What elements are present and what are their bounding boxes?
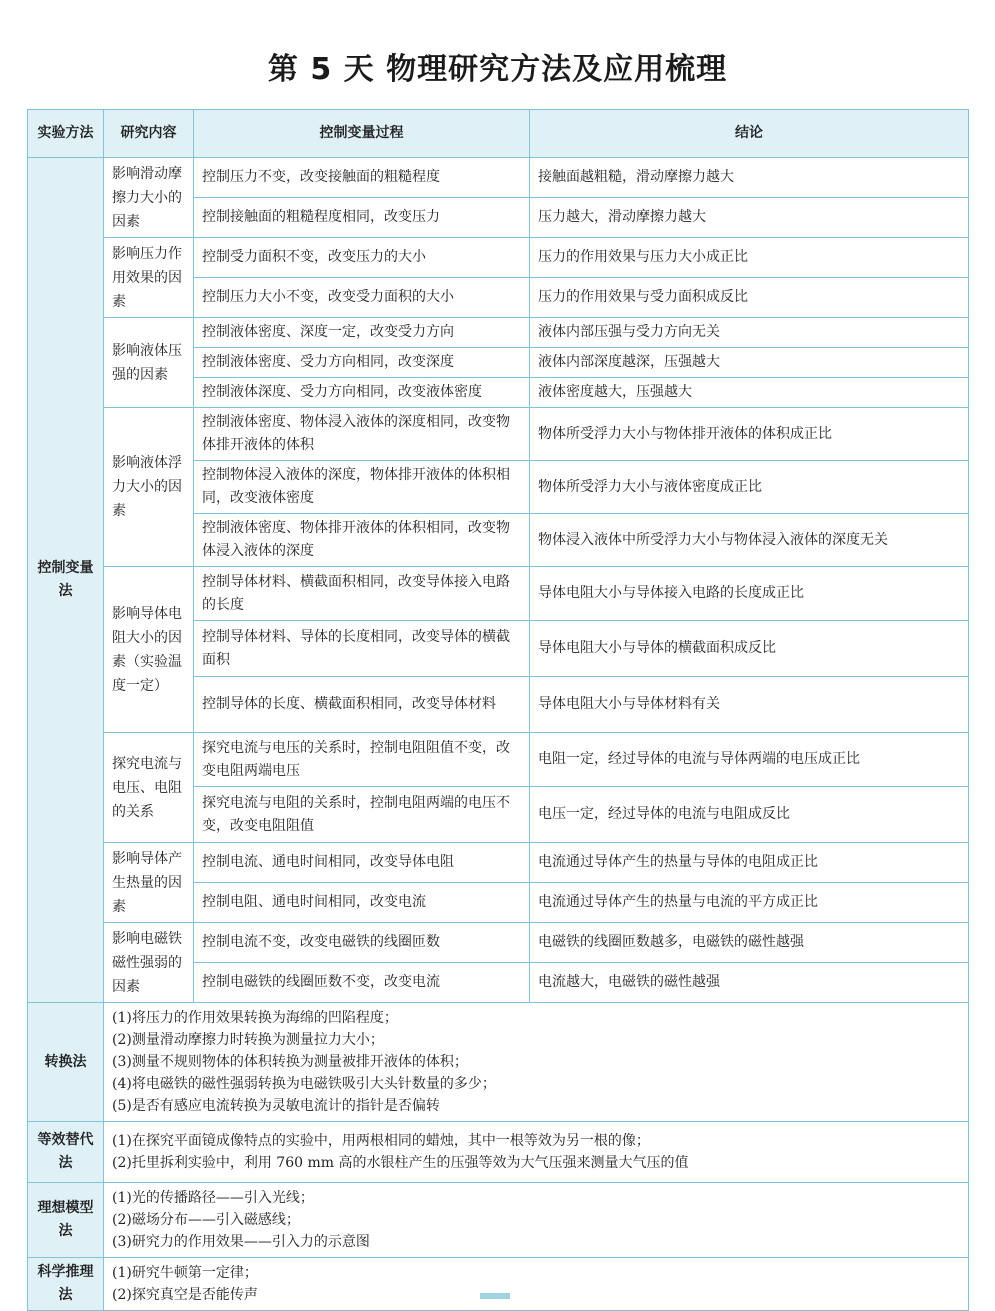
process-cell: 探究电流与电阻的关系时，控制电阻两端的电压不变，改变电阻阻值 bbox=[194, 787, 530, 843]
process-cell: 控制液体密度、物体浸入液体的深度相同，改变物体排开液体的体积 bbox=[194, 408, 530, 461]
table-row bbox=[28, 843, 969, 883]
process-cell: 控制受力面积不变，改变压力的大小 bbox=[194, 238, 530, 278]
header-conclusion: 结论 bbox=[530, 110, 969, 158]
method-item: (3)测量不规则物体的体积转换为测量被排开液体的体积； bbox=[112, 1054, 468, 1070]
method-control-variable: 控制变量法 bbox=[28, 158, 104, 1003]
topic-cell: 影响液体浮力大小的因素 bbox=[104, 408, 194, 567]
conclusion-cell: 导体电阻大小与导体的横截面积成反比 bbox=[530, 621, 969, 677]
method-name: 转换法 bbox=[28, 1003, 104, 1122]
table-body bbox=[28, 158, 969, 1311]
table-row bbox=[28, 238, 969, 278]
method-item: (2)探究真空是否能传声 bbox=[112, 1287, 258, 1303]
conclusion-cell: 物体浸入液体中所受浮力大小与物体浸入液体的深度无关 bbox=[530, 514, 969, 567]
conclusion-cell: 电流越大，电磁铁的磁性越强 bbox=[530, 963, 969, 1003]
method-name: 理想模型法 bbox=[28, 1183, 104, 1258]
method-name: 等效替代法 bbox=[28, 1122, 104, 1183]
method-name: 科学推理法 bbox=[28, 1258, 104, 1311]
conclusion-cell: 导体电阻大小与导体材料有关 bbox=[530, 677, 969, 733]
topic-cell: 影响导体产生热量的因素 bbox=[104, 843, 194, 923]
conclusion-cell: 电阻一定，经过导体的电流与导体两端的电压成正比 bbox=[530, 733, 969, 787]
conclusion-cell: 压力越大，滑动摩擦力越大 bbox=[530, 198, 969, 238]
process-cell: 控制电阻、通电时间相同，改变电流 bbox=[194, 883, 530, 923]
process-cell: 控制接触面的粗糙程度相同，改变压力 bbox=[194, 198, 530, 238]
process-cell: 控制压力不变，改变接触面的粗糙程度 bbox=[194, 158, 530, 198]
method-items bbox=[104, 1258, 969, 1311]
method-items bbox=[104, 1003, 969, 1122]
method-item: (1)将压力的作用效果转换为海绵的凹陷程度； bbox=[112, 1010, 398, 1026]
method-row bbox=[28, 1122, 969, 1183]
method-row bbox=[28, 1258, 969, 1311]
conclusion-cell: 物体所受浮力大小与液体密度成正比 bbox=[530, 461, 969, 514]
conclusion-cell: 液体内部深度越深，压强越大 bbox=[530, 348, 969, 378]
process-cell: 控制物体浸入液体的深度，物体排开液体的体积相同，改变液体密度 bbox=[194, 461, 530, 514]
process-cell: 控制电磁铁的线圈匝数不变，改变电流 bbox=[194, 963, 530, 1003]
method-item: (1)研究牛顿第一定律； bbox=[112, 1265, 258, 1281]
method-row bbox=[28, 1183, 969, 1258]
process-cell: 控制液体密度、物体排开液体的体积相同，改变物体浸入液体的深度 bbox=[194, 514, 530, 567]
process-cell: 控制导体材料、横截面积相同，改变导体接入电路的长度 bbox=[194, 567, 530, 621]
method-item: (2)磁场分布——引入磁感线； bbox=[112, 1212, 300, 1228]
conclusion-cell: 电流通过导体产生的热量与导体的电阻成正比 bbox=[530, 843, 969, 883]
conclusion-cell: 电磁铁的线圈匝数越多，电磁铁的磁性越强 bbox=[530, 923, 969, 963]
conclusion-cell: 导体电阻大小与导体接入电路的长度成正比 bbox=[530, 567, 969, 621]
table-row bbox=[28, 408, 969, 461]
process-cell: 控制压力大小不变，改变受力面积的大小 bbox=[194, 278, 530, 318]
conclusion-cell: 液体密度越大，压强越大 bbox=[530, 378, 969, 408]
process-cell: 控制导体的长度、横截面积相同，改变导体材料 bbox=[194, 677, 530, 733]
conclusion-cell: 压力的作用效果与压力大小成正比 bbox=[530, 238, 969, 278]
topic-cell: 影响导体电阻大小的因素（实验温度一定） bbox=[104, 567, 194, 733]
page-tab-decoration bbox=[480, 1293, 510, 1299]
method-item: (2)测量滑动摩擦力时转换为测量拉力大小； bbox=[112, 1032, 384, 1048]
conclusion-cell: 电流通过导体产生的热量与电流的平方成正比 bbox=[530, 883, 969, 923]
method-item: (4)将电磁铁的磁性强弱转换为电磁铁吸引大头针数量的多少； bbox=[112, 1076, 496, 1092]
methods-table bbox=[27, 109, 969, 1311]
method-row bbox=[28, 1003, 969, 1122]
method-item: (5)是否有感应电流转换为灵敏电流计的指针是否偏转 bbox=[112, 1098, 440, 1114]
method-item: (1)在探究平面镜成像特点的实验中，用两根相同的蜡烛，其中一根等效为另一根的像； bbox=[112, 1133, 650, 1149]
process-cell: 控制液体密度、深度一定，改变受力方向 bbox=[194, 318, 530, 348]
method-items bbox=[104, 1183, 969, 1258]
topic-cell: 探究电流与电压、电阻的关系 bbox=[104, 733, 194, 843]
header-content: 研究内容 bbox=[104, 110, 194, 158]
process-cell: 控制导体材料、导体的长度相同，改变导体的横截面积 bbox=[194, 621, 530, 677]
process-cell: 控制电流不变，改变电磁铁的线圈匝数 bbox=[194, 923, 530, 963]
conclusion-cell: 接触面越粗糙，滑动摩擦力越大 bbox=[530, 158, 969, 198]
page-title: 第 5 天 物理研究方法及应用梳理 bbox=[267, 52, 728, 87]
process-cell: 控制液体密度、受力方向相同，改变深度 bbox=[194, 348, 530, 378]
table-row bbox=[28, 158, 969, 198]
process-cell: 探究电流与电压的关系时，控制电阻阻值不变，改变电阻两端电压 bbox=[194, 733, 530, 787]
conclusion-cell: 液体内部压强与受力方向无关 bbox=[530, 318, 969, 348]
method-items bbox=[104, 1122, 969, 1183]
topic-cell: 影响压力作用效果的因素 bbox=[104, 238, 194, 318]
process-cell: 控制液体深度、受力方向相同，改变液体密度 bbox=[194, 378, 530, 408]
method-item: (3)研究力的作用效果——引入力的示意图 bbox=[112, 1234, 370, 1250]
topic-cell: 影响液体压强的因素 bbox=[104, 318, 194, 408]
conclusion-cell: 电压一定，经过导体的电流与电阻成反比 bbox=[530, 787, 969, 843]
process-cell: 控制电流、通电时间相同，改变导体电阻 bbox=[194, 843, 530, 883]
table-row bbox=[28, 567, 969, 621]
table-row bbox=[28, 923, 969, 963]
table-row bbox=[28, 318, 969, 348]
header-method: 实验方法 bbox=[28, 110, 104, 158]
conclusion-cell: 压力的作用效果与受力面积成反比 bbox=[530, 278, 969, 318]
topic-cell: 影响滑动摩擦力大小的因素 bbox=[104, 158, 194, 238]
method-item: (2)托里拆利实验中，利用 760 mm 高的水银柱产生的压强等效为大气压强来测量大气压的值 bbox=[112, 1155, 689, 1171]
conclusion-cell: 物体所受浮力大小与物体排开液体的体积成正比 bbox=[530, 408, 969, 461]
topic-cell: 影响电磁铁磁性强弱的因素 bbox=[104, 923, 194, 1003]
header-process: 控制变量过程 bbox=[194, 110, 530, 158]
method-item: (1)光的传播路径——引入光线； bbox=[112, 1190, 314, 1206]
table-header-row bbox=[28, 110, 969, 158]
table-row bbox=[28, 733, 969, 787]
